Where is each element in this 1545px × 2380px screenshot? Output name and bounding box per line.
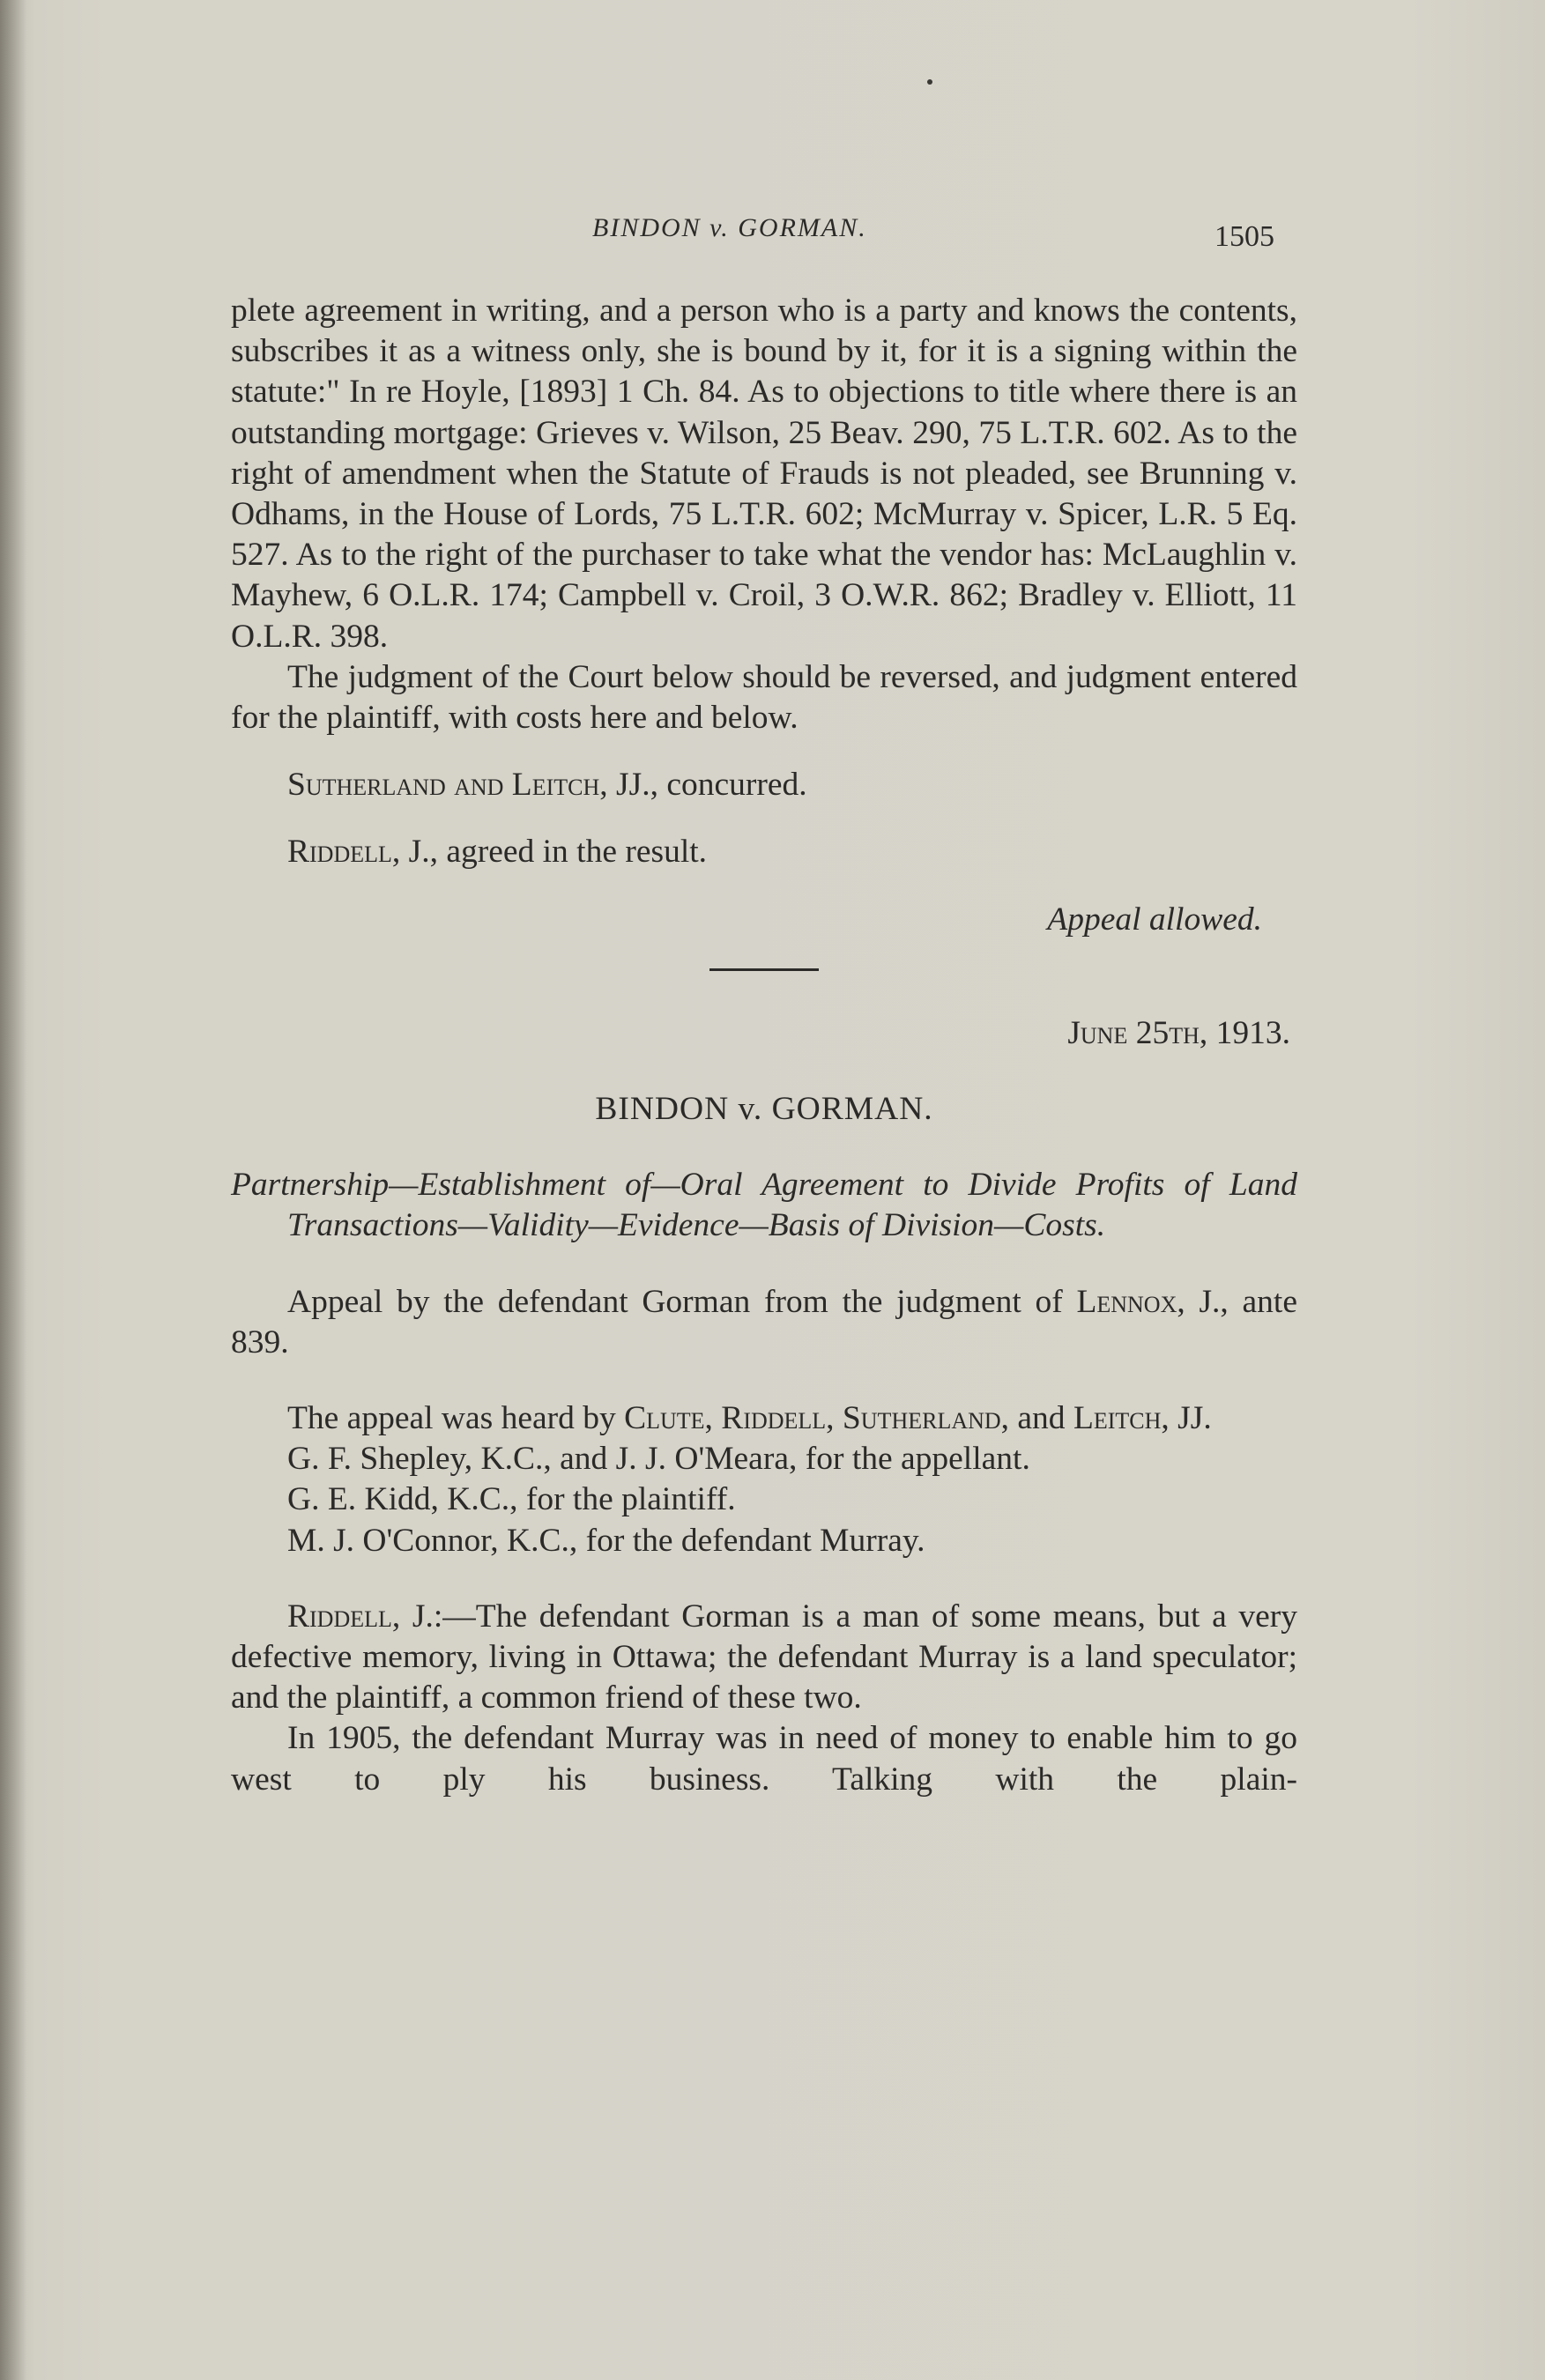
appeal-intro: Appeal by the defendant Gorman from the judgment of — [287, 1283, 1077, 1320]
judgment-text: —The defendant Gorman is a man of some means, but a very defective memory, living in Ottawa; the defendant Murray is a land speculator; and the plaintiff, a common friend of these two. — [231, 1598, 1297, 1716]
disposition: Appeal allowed. — [1047, 901, 1262, 938]
concurrence-text: concurred. — [657, 767, 807, 804]
ink-speck — [927, 79, 932, 85]
agreement-text: agreed in the result. — [437, 834, 708, 871]
judgment-paragraph: The judgment of the Court below should be reversed, and judgment entered for the plaintiff, with costs here and below. — [231, 658, 1297, 737]
heard-judges: Clute, Riddell, Sutherland, — [624, 1400, 1010, 1437]
hearing-statement — [231, 1398, 1297, 1439]
counsel-plaintiff: G. E. Kidd, K.C., for the plaintiff. — [287, 1481, 736, 1518]
spine-shadow — [0, 0, 26, 2380]
case-title: BINDON v. GORMAN. — [595, 1091, 933, 1128]
heard-intro: The appeal was heard by — [287, 1400, 625, 1437]
running-header — [0, 204, 1545, 257]
judgment-opening — [231, 1597, 1297, 1719]
concurrence-line — [231, 765, 1297, 805]
counsel-defendant: M. J. O'Connor, K.C., for the defendant Murray. — [287, 1522, 925, 1559]
appeal-rest: ante 839. — [231, 1283, 1297, 1361]
continued-paragraph: plete agreement in writing, and a person who is a party and knows the contents, subscribes it as a witness only, she is bound by it, for it is a signing within the statute:" In re Hoyle, [1893] 1 Ch. 84. As to objections to title where there is an outstanding mortgage: Grieves v. Wilson, 25 Beav. 290, 75 L.T.R. 602. As to the right of amendment when the Statute of Frauds is not pleaded, see Brunning v. Odhams, in the House of Lords, 75 L.T.R. 602; McMurray v. Spicer, L.R. 5 Eq. 527. As to the right of the purchaser to take what the vendor has: McLaughlin v. Mayhew, 6 O.L.R. 174; Campbell v. Croil, 3 O.W.R. 862; Bradley v. Elliott, 11 O.L.R. 398. — [231, 293, 1297, 655]
final-paragraph: In 1905, the defendant Murray was in need of money to enable him to go west to ply his business. Talking with the plain- — [231, 1720, 1297, 1798]
agreeing-judge: Riddell, J., — [287, 834, 438, 871]
page-number: 1505 — [1214, 220, 1274, 253]
judgment-judge: Riddell, J.: — [287, 1598, 443, 1635]
appeal-statement — [231, 1282, 1297, 1363]
agreement-line — [231, 832, 1297, 872]
trial-judge: Lennox, J., — [1076, 1283, 1229, 1320]
section-divider — [709, 968, 819, 971]
headnote: Partnership—Establishment of—Oral Agreement to Divide Profits of Land Transactions—Validity—Evidence—Basis of Division—Costs. — [231, 1167, 1297, 1244]
heard-and: and — [1009, 1400, 1073, 1437]
running-title: BINDON v. GORMAN. — [592, 213, 867, 242]
concurring-judges: Sutherland and Leitch, JJ., — [287, 767, 658, 804]
heard-last-judge: Leitch, JJ. — [1073, 1400, 1212, 1437]
counsel-appellant: G. F. Shepley, K.C., and J. J. O'Meara, for the appellant. — [287, 1441, 1030, 1478]
body-text — [231, 291, 1297, 1800]
decision-date: June 25th, 1913. — [1067, 1014, 1290, 1051]
